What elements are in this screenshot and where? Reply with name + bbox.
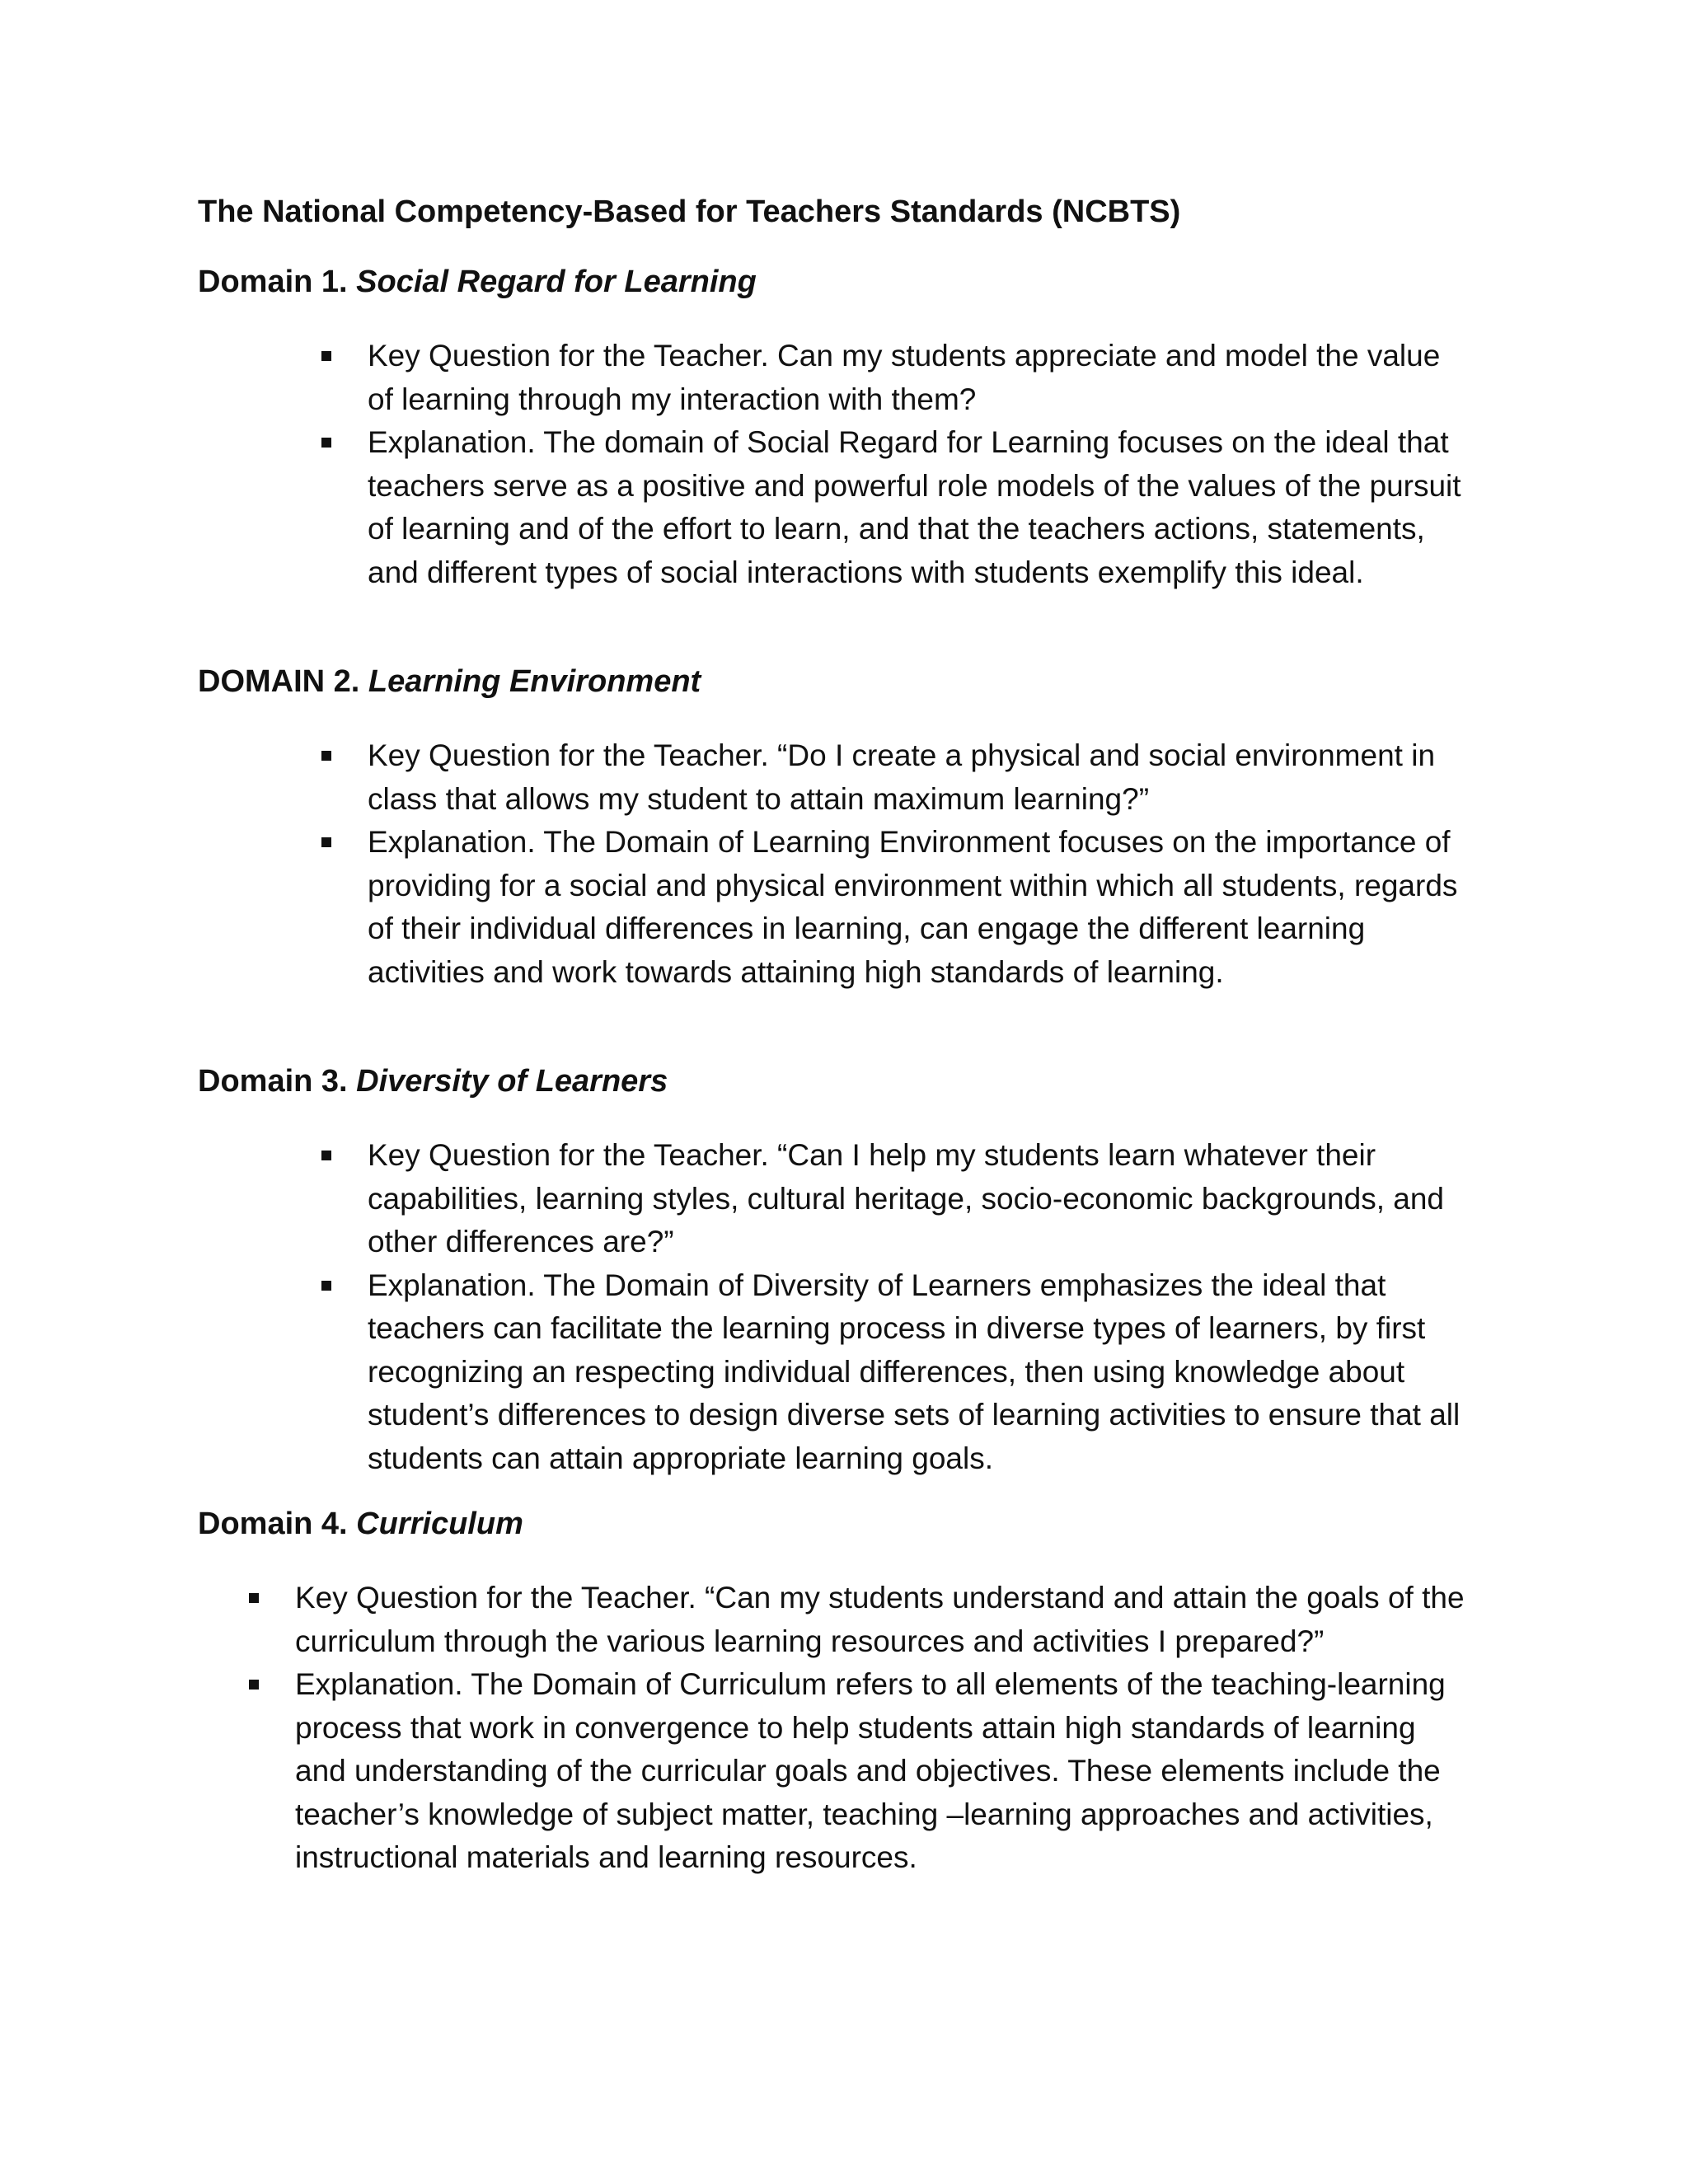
domain-4-explanation — [295, 1663, 1472, 1880]
domain-4-heading — [198, 1508, 523, 1540]
domain-4-key-question — [295, 1577, 1472, 1663]
domain-1-explanation — [368, 421, 1472, 594]
domain-1-heading — [198, 266, 757, 298]
domain-3-explanation — [368, 1264, 1472, 1481]
domain-4-label: Domain 4. — [198, 1507, 348, 1541]
domain-4-bullets — [295, 1577, 1472, 1880]
domain-2-label: DOMAIN 2. — [198, 664, 360, 699]
domain-1-key-question — [368, 335, 1472, 421]
domain-2-bullets — [368, 734, 1472, 994]
domain-1-explanation-text: Explanation. The domain of Social Regard for Learning focuses on the ideal that teachers serve as a positive and powerful role models of the values of the pursuit of learning and of the effort to learn, and that the teachers actions, statements, and different types of social interactions with students exemplify this ideal. — [368, 425, 1461, 589]
domain-1-bullets — [368, 335, 1472, 594]
domain-2-name: Learning Environment — [368, 664, 701, 699]
bullet-square-icon — [321, 1281, 331, 1291]
domain-2-explanation-text: Explanation. The Domain of Learning Environment focuses on the importance of providing for a social and physical environment within which all students, regards of their individual differences in learning, can engage the different learning activities and work towards attaining high standards of learning. — [368, 825, 1458, 989]
domain-3-label: Domain 3. — [198, 1064, 348, 1099]
bullet-square-icon — [321, 351, 331, 361]
domain-2-explanation — [368, 821, 1472, 994]
domain-3-name: Diversity of Learners — [356, 1064, 668, 1099]
domain-4-key-question-text: Key Question for the Teacher. “Can my students understand and attain the goals of the curriculum through the various learning resources and activities I prepared?” — [295, 1581, 1465, 1658]
domain-1-label: Domain 1. — [198, 265, 348, 299]
domain-3-bullets — [368, 1134, 1472, 1480]
domain-3-key-question — [368, 1134, 1472, 1264]
domain-2-key-question-text: Key Question for the Teacher. “Do I create a physical and social environment in class that allows my student to attain maximum learning?” — [368, 738, 1436, 816]
bullet-square-icon — [321, 1151, 331, 1160]
bullet-square-icon — [249, 1593, 259, 1603]
bullet-square-icon — [321, 438, 331, 448]
domain-1-name: Social Regard for Learning — [356, 265, 757, 299]
domain-2-key-question — [368, 734, 1472, 821]
document-title: The National Competency-Based for Teachers Standards (NCBTS) — [198, 194, 1181, 229]
domain-4-explanation-text: Explanation. The Domain of Curriculum refers to all elements of the teaching-learning process that work in convergence to help students attain high standards of learning and understanding of the curricular goals and objectives. These elements include the teacher’s knowledge of subject matter, teaching –learning approaches and activities, instructional materials and learning resources. — [295, 1667, 1446, 1874]
domain-3-key-question-text: Key Question for the Teacher. “Can I help my students learn whatever their capabilities, learning styles, cultural heritage, socio-economic backgrounds, and other differences are?” — [368, 1138, 1444, 1258]
domain-4-name: Curriculum — [356, 1507, 523, 1541]
domain-1-key-question-text: Key Question for the Teacher. Can my students appreciate and model the value of learning through my interaction with them? — [368, 339, 1441, 416]
bullet-square-icon — [321, 751, 331, 761]
domain-2-heading — [198, 666, 701, 697]
bullet-square-icon — [249, 1680, 259, 1690]
bullet-square-icon — [321, 837, 331, 847]
domain-3-heading — [198, 1066, 668, 1097]
domain-3-explanation-text: Explanation. The Domain of Diversity of Learners emphasizes the ideal that teachers can facilitate the learning process in diverse types of learners, by first recognizing an respecting individual differences, then using knowledge about student’s differences to design diverse sets of learning activities to ensure that all students can attain appropriate learning goals. — [368, 1268, 1461, 1475]
